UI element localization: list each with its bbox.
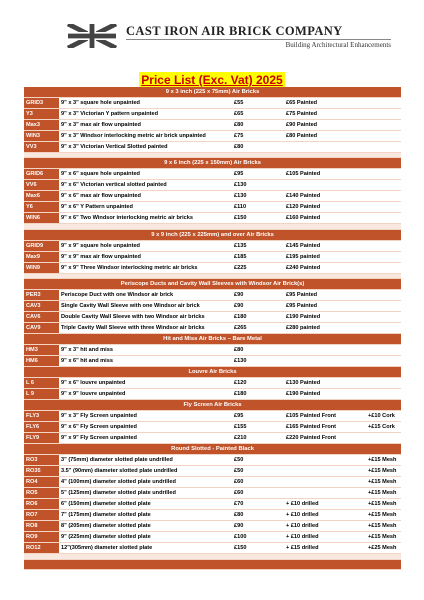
footer-bar-row [24,559,401,569]
extra-option: +£15 Mesh [366,466,401,477]
table-row [24,543,401,554]
product-code: RO3 [24,455,59,466]
table-row [24,169,401,180]
footer-bar [24,559,401,569]
table-row [24,433,401,444]
section-title: 9 x 3 inch (225 x 75mm) Air Bricks [24,87,401,98]
unpainted-price: £130 [232,180,284,191]
table-row [24,510,401,521]
description: 9" x 6" Two Windsor interlocking metric air bricks [59,213,232,224]
unpainted-price: £50 [232,455,284,466]
description: 9" x 3" Fly Screen unpainted [59,411,232,422]
unpainted-price: £225 [232,262,284,273]
product-code: HM6 [24,356,59,367]
description: 9" x 3" square hole unpainted [59,98,232,109]
table-row [24,191,401,202]
painted-price: £90 Painted [284,120,366,131]
description: 9" x 6" hit and miss [59,356,232,367]
unpainted-price: £95 [232,169,284,180]
extra-option [366,323,401,334]
unpainted-price: £55 [232,98,284,109]
painted-price: + £10 drilled [284,521,366,532]
section-header-row [24,334,401,345]
painted-price: £95 Painted [284,301,366,312]
unpainted-price: £150 [232,213,284,224]
section-header-row [24,158,401,169]
table-row [24,532,401,543]
table-row [24,499,401,510]
description: 9" (225mm) diameter slotted plate [59,532,232,543]
table-row [24,180,401,191]
table-row [24,98,401,109]
extra-option [366,433,401,444]
product-code: RO9 [24,532,59,543]
unpainted-price: £90 [232,290,284,301]
painted-price: £190 Painted [284,389,366,400]
description: 8" (205mm) diameter slotted plate [59,521,232,532]
section-title: Fly Screen Air Bricks [24,400,401,411]
table-row [24,109,401,120]
extra-option [366,356,401,367]
table-row [24,120,401,131]
extra-option [366,202,401,213]
description: 9" x 9" Fly Screen unpainted [59,433,232,444]
painted-price: £80 Painted [284,131,366,142]
description: 9" x 6" Y Pattern unpainted [59,202,232,213]
painted-price: £105 Painted [284,169,366,180]
company-tagline: Building Architectural Enhancements [285,41,391,49]
extra-option [366,131,401,142]
description: 9" x 3" hit and miss [59,345,232,356]
section-title: Periscope Ducts and Cavity Wall Sleeves with Windsor Air Brick(s) [24,279,401,290]
page-header [66,22,396,52]
product-code: HM3 [24,345,59,356]
painted-price: £195 painted [284,251,366,262]
extra-option [366,378,401,389]
section-header-row [24,444,401,455]
product-code: GRID3 [24,98,59,109]
description: 9" x 6" max air flow unpainted [59,191,232,202]
description: Double Cavity Wall Sleeve with two Windsor air bricks [59,312,232,323]
description: Periscope Duct with one Windsor air brick [59,290,232,301]
product-code: WIN3 [24,131,59,142]
product-code: PER3 [24,290,59,301]
painted-price: + £10 drilled [284,510,366,521]
table-row [24,202,401,213]
unpainted-price: £110 [232,202,284,213]
section-header-row [24,400,401,411]
painted-price [284,488,366,499]
description: 9" x 9" square hole unpainted [59,240,232,251]
unpainted-price: £60 [232,488,284,499]
extra-option [366,213,401,224]
description: 9" x 6" Fly Screen unpainted [59,422,232,433]
product-code: RO8 [24,521,59,532]
extra-option [366,191,401,202]
description: Single Cavity Wall Sleeve with one Windsor air brick [59,301,232,312]
product-code: L 6 [24,378,59,389]
extra-option [366,301,401,312]
painted-price: £190 Painted [284,312,366,323]
painted-price: + £10 drilled [284,532,366,543]
table-row [24,312,401,323]
section-title: Round Slotted - Painted Black [24,444,401,455]
extra-option: +£15 Cork [366,422,401,433]
extra-option [366,262,401,273]
extra-option [366,180,401,191]
extra-option: +£10 Cork [366,411,401,422]
table-row [24,301,401,312]
painted-price [284,466,366,477]
description: 6" (150mm) diameter slotted plate [59,499,232,510]
unpainted-price: £70 [232,499,284,510]
product-code: Max3 [24,120,59,131]
painted-price: £120 Painted [284,202,366,213]
painted-price: + £10 drilled [284,499,366,510]
price-list-title: Price List (Exc. Vat) 2025 [139,72,285,88]
painted-price: £220 Painted Front [284,433,366,444]
product-code: RO35 [24,466,59,477]
product-code: GRID6 [24,169,59,180]
unpainted-price: £80 [232,120,284,131]
unpainted-price: £50 [232,466,284,477]
extra-option [366,98,401,109]
product-code: WIN6 [24,213,59,224]
description: 4" (100mm) diameter slotted plate undrilled [59,477,232,488]
unpainted-price: £185 [232,251,284,262]
unpainted-price: £180 [232,312,284,323]
extra-option: +£25 Mesh [366,543,401,554]
table-row [24,521,401,532]
unpainted-price: £95 [232,411,284,422]
product-code: GRID9 [24,240,59,251]
description: 7" (175mm) diameter slotted plate [59,510,232,521]
price-table [24,87,401,570]
painted-price: £160 Painted [284,213,366,224]
painted-price: £75 Painted [284,109,366,120]
table-row [24,290,401,301]
unpainted-price: £100 [232,532,284,543]
description: 9" x 3" Windsor interlocking metric air brick unpainted [59,131,232,142]
table-row [24,378,401,389]
table-row [24,213,401,224]
painted-price: £105 Painted Front [284,411,366,422]
product-code: RO4 [24,477,59,488]
extra-option: +£15 Mesh [366,532,401,543]
extra-option [366,251,401,262]
unpainted-price: £90 [232,301,284,312]
unpainted-price: £75 [232,131,284,142]
product-code: RO7 [24,510,59,521]
extra-option [366,290,401,301]
table-row [24,251,401,262]
extra-option [366,109,401,120]
unpainted-price: £130 [232,356,284,367]
description: 9" x 6" louvre unpainted [59,378,232,389]
product-code: WIN9 [24,262,59,273]
product-code: RO5 [24,488,59,499]
table-row [24,477,401,488]
extra-option: +£15 Mesh [366,488,401,499]
unpainted-price: £90 [232,521,284,532]
extra-option [366,312,401,323]
table-row [24,323,401,334]
unpainted-price: £150 [232,543,284,554]
company-name: CAST IRON AIR BRICK COMPANY [126,24,343,38]
painted-price: + £15 drilled [284,543,366,554]
product-code: CAV3 [24,301,59,312]
table-row [24,422,401,433]
description: 3" (75mm) diameter slotted plate undrilled [59,455,232,466]
unpainted-price: £60 [232,477,284,488]
description: 9" x 9" louvre unpainted [59,389,232,400]
table-row [24,356,401,367]
description: 9" x 3" Victorian Vertical Slotted painted [59,142,232,153]
unpainted-price: £265 [232,323,284,334]
painted-price: £145 Painted [284,240,366,251]
product-code: CAV6 [24,312,59,323]
section-title: Hit and Miss Air Bricks – Bare Metal [24,334,401,345]
product-code: VV3 [24,142,59,153]
product-code: RO6 [24,499,59,510]
product-code: Y6 [24,202,59,213]
description: 9" x 3" max air flow unpainted [59,120,232,131]
product-code: FLY9 [24,433,59,444]
extra-option: +£15 Mesh [366,499,401,510]
unpainted-price: £180 [232,389,284,400]
extra-option [366,120,401,131]
extra-option: +£15 Mesh [366,477,401,488]
unpainted-price: £65 [232,109,284,120]
extra-option: +£15 Mesh [366,510,401,521]
table-row [24,411,401,422]
table-row [24,131,401,142]
extra-option [366,389,401,400]
section-header-row [24,367,401,378]
table-row [24,455,401,466]
product-code: L 9 [24,389,59,400]
product-code: Max9 [24,251,59,262]
painted-price: £240 Painted [284,262,366,273]
unpainted-price: £210 [232,433,284,444]
table-row [24,240,401,251]
painted-price: £280 painted [284,323,366,334]
section-header-row [24,279,401,290]
painted-price [284,142,366,153]
extra-option: +£15 Mesh [366,455,401,466]
description: 9" x 9" Three Windsor interlocking metric air bricks [59,262,232,273]
product-code: Y3 [24,109,59,120]
description: 3.5" (90mm) diameter slotted plate undrilled [59,466,232,477]
unpainted-price: £155 [232,422,284,433]
section-header-row [24,87,401,98]
unpainted-price: £80 [232,510,284,521]
section-title: Louvre Air Bricks [24,367,401,378]
painted-price [284,455,366,466]
painted-price: £140 Painted [284,191,366,202]
product-code: FLY3 [24,411,59,422]
description: 9" x 9" max air flow unpainted [59,251,232,262]
painted-price [284,345,366,356]
description: 9" x 6" Victorian vertical slotted painted [59,180,232,191]
extra-option [366,142,401,153]
table-row [24,345,401,356]
table-row [24,142,401,153]
product-code: RO12 [24,543,59,554]
extra-option: +£15 Mesh [366,521,401,532]
unpainted-price: £135 [232,240,284,251]
table-row [24,262,401,273]
painted-price [284,356,366,367]
description: 5" (125mm) diameter slotted plate undrilled [59,488,232,499]
unpainted-price: £80 [232,345,284,356]
painted-price: £95 Painted [284,290,366,301]
unpainted-price: £120 [232,378,284,389]
painted-price [284,477,366,488]
description: Triple Cavity Wall Sleeve with three Windsor air bricks [59,323,232,334]
extra-option [366,169,401,180]
product-code: VV6 [24,180,59,191]
extra-option [366,345,401,356]
table-row [24,488,401,499]
section-header-row [24,229,401,240]
table-row [24,466,401,477]
description: 9" x 6" square hole unpainted [59,169,232,180]
product-code: Max6 [24,191,59,202]
description: 12"(305mm) diameter slotted plate [59,543,232,554]
painted-price: £65 Painted [284,98,366,109]
description: 9" x 3" Victorian Y pattern unpainted [59,109,232,120]
product-code: FLY6 [24,422,59,433]
unpainted-price: £80 [232,142,284,153]
extra-option [366,240,401,251]
tagline-rule [126,39,391,51]
painted-price: £165 Painted Front [284,422,366,433]
section-title: 9 x 6 inch (225 x 150mm) Air Bricks [24,158,401,169]
painted-price [284,180,366,191]
section-title: 9 x 9 inch (225 x 225mm) and over Air Bricks [24,229,401,240]
unpainted-price: £130 [232,191,284,202]
painted-price: £130 Painted [284,378,366,389]
union-jack-flag-icon [66,24,118,48]
product-code: CAV9 [24,323,59,334]
table-row [24,389,401,400]
